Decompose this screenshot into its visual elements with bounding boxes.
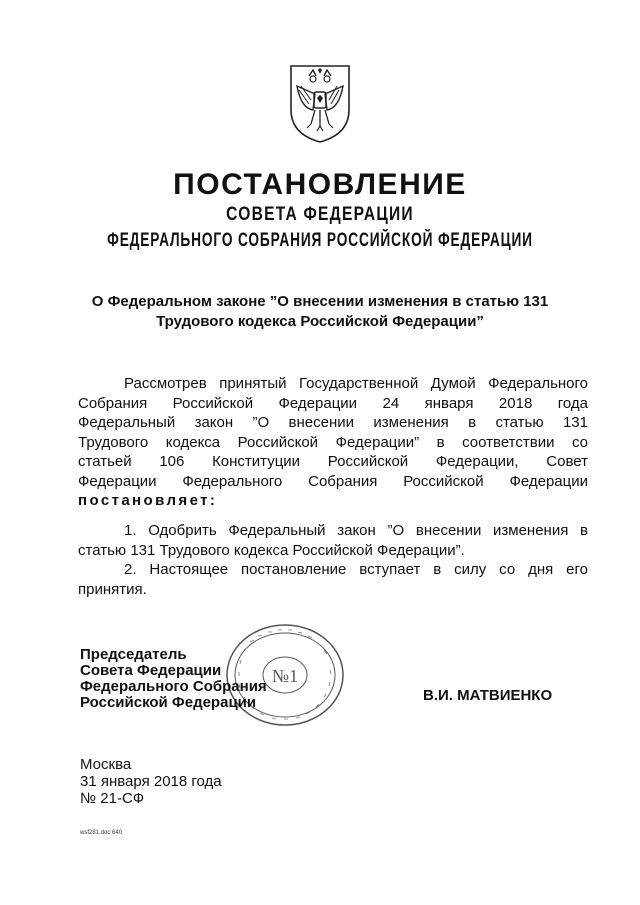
signatory-title — [80, 647, 267, 711]
item-1-line: статью 131 Трудового кодекса Российской Федерации”. — [78, 541, 465, 559]
resolution-items — [78, 521, 588, 599]
preamble-line: статьей 106 Конституции Российской Федерации, Совет — [78, 453, 588, 470]
signatory-name: В.И. МАТВИЕНКО — [423, 687, 553, 704]
coat-of-arms-icon — [287, 62, 353, 144]
resolution-number: № 21-СФ — [80, 790, 145, 807]
document-title: ПОСТАНОВЛЕНИЕ — [173, 168, 467, 201]
item-2-line: принятия. — [78, 580, 147, 598]
signatory-line: Совета Федерации — [80, 662, 222, 679]
place-and-date — [80, 756, 222, 807]
preamble-line: Рассмотрев принятый Государственной Думой Федерального — [124, 375, 588, 392]
date: 31 января 2018 года — [80, 773, 222, 790]
preamble-paragraph — [78, 374, 588, 511]
item-2-line: 2. Настоящее постановление вступает в силу со дня его — [124, 561, 588, 578]
preamble-line: Собрания Российской Федерации 24 января 2018 года — [78, 394, 588, 412]
signatory-line: Федерального Собрания — [80, 678, 267, 695]
subject-line: Трудового кодекса Российской Федерации” — [156, 313, 484, 330]
preamble-line: Трудового кодекса Российской Федерации” в соответствии со — [78, 433, 588, 451]
document-subject — [60, 292, 580, 332]
stamp-number: №1 — [271, 666, 299, 686]
file-code: wsf281.doc 640 — [80, 830, 123, 836]
signatory-line: Российской Федерации — [80, 694, 257, 711]
city: Москва — [80, 756, 132, 773]
subject-line: О Федеральном законе ”О внесении изменения в статью 131 — [91, 293, 549, 310]
resolves-word: постановляет: — [78, 492, 218, 509]
issuer-line-1: СОВЕТА ФЕДЕРАЦИИ — [226, 204, 414, 225]
issuer-line-2: ФЕДЕРАЛЬНОГО СОБРАНИЯ РОССИЙСКОЙ ФЕДЕРАЦИИ — [107, 230, 533, 251]
preamble-line: Федеральный закон ”О внесении изменения в статью 131 — [78, 414, 588, 431]
preamble-line: Федерации Федерального Собрания Российской Федерации — [78, 472, 588, 490]
signatory-line: Председатель — [80, 646, 187, 663]
item-1-line: 1. Одобрить Федеральный закон ”О внесении изменения в — [124, 522, 588, 539]
